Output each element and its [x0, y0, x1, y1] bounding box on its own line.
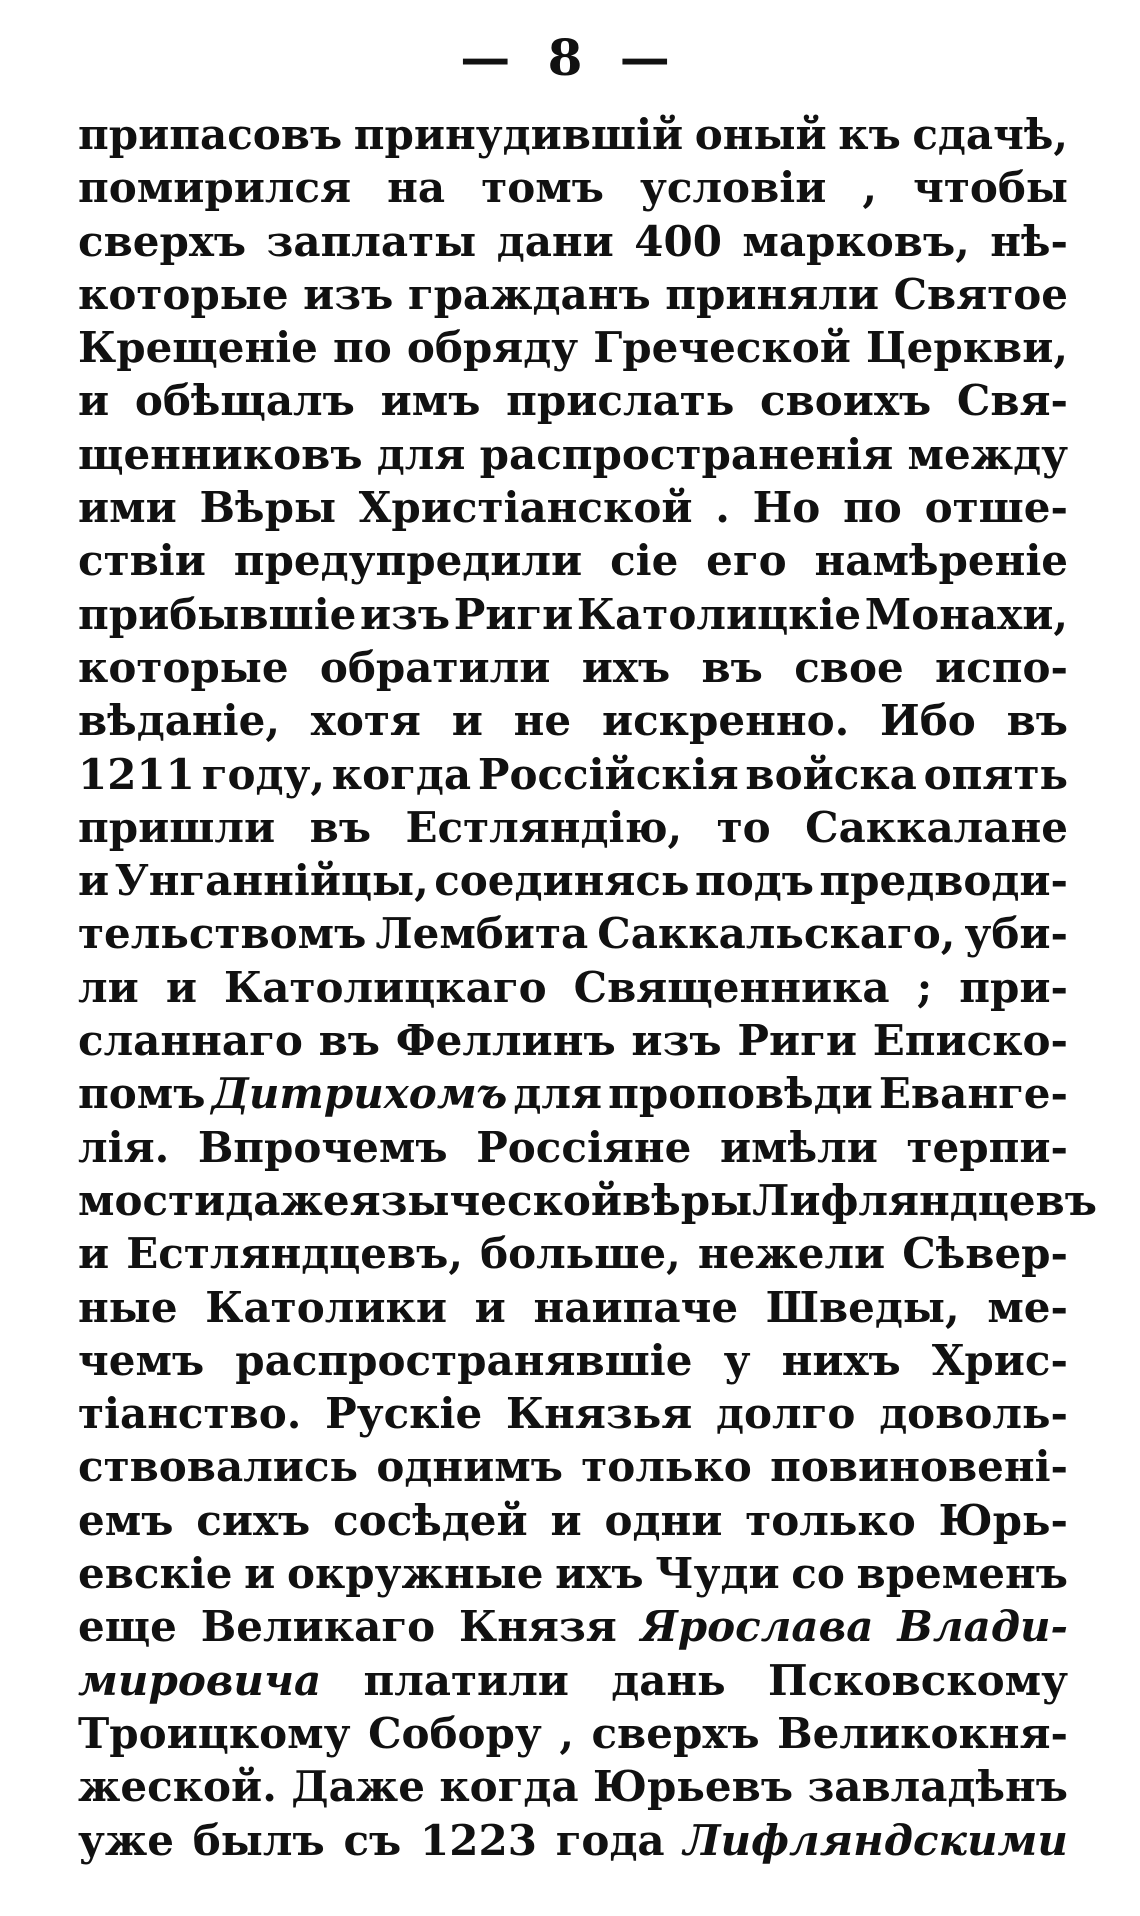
word: Естляндію,	[405, 802, 683, 852]
word: по	[843, 483, 902, 533]
text-line	[78, 374, 1068, 427]
word: ,	[559, 1708, 574, 1758]
word: распространявшіе	[235, 1335, 693, 1385]
word: и	[78, 376, 110, 426]
word: ли	[78, 962, 139, 1012]
word: отше-	[924, 483, 1068, 533]
word: Естляндцевъ,	[126, 1229, 464, 1279]
word: Католицкіе	[576, 589, 862, 639]
word: Впрочемъ	[197, 1122, 448, 1172]
word: у	[723, 1335, 751, 1385]
text-line	[78, 481, 1068, 534]
word: ;	[916, 962, 933, 1012]
word: прислать	[506, 376, 735, 426]
word: терпи-	[906, 1122, 1068, 1172]
word: Дитрихомъ	[211, 1069, 508, 1119]
word: и	[78, 856, 110, 906]
word: ствовались	[78, 1442, 359, 1492]
text-line	[78, 1387, 1068, 1440]
word: нежели	[697, 1229, 886, 1279]
word: ствіи	[78, 536, 206, 586]
word: сдачѣ,	[912, 110, 1068, 159]
text-line	[78, 428, 1068, 481]
word: томъ	[481, 163, 604, 213]
word: Хрис-	[931, 1335, 1068, 1385]
word: уби-	[964, 909, 1068, 959]
word: пришли	[78, 802, 276, 852]
word: и	[78, 1229, 110, 1279]
word: имѣли	[720, 1122, 878, 1172]
text-line	[78, 268, 1068, 321]
word: которые	[78, 269, 289, 319]
body-text	[78, 108, 1097, 1867]
word: даже	[225, 1175, 350, 1225]
word: сверхъ	[591, 1708, 760, 1758]
word: своихъ	[760, 376, 932, 426]
word: Саккалане	[805, 802, 1068, 852]
word: сосѣдей	[333, 1495, 528, 1545]
word: уже	[78, 1815, 175, 1865]
word: вѣданіе,	[78, 696, 280, 746]
word: 1223	[420, 1815, 537, 1865]
word: помирился	[78, 163, 352, 213]
word: предводи-	[819, 856, 1068, 906]
word: мировича	[78, 1655, 322, 1705]
word: больше,	[480, 1229, 681, 1279]
text-line	[78, 1014, 1068, 1067]
word: жеской.	[78, 1762, 277, 1812]
word: Троицкому	[78, 1708, 351, 1758]
word: только	[745, 1495, 916, 1545]
word: Монахи,	[864, 589, 1068, 639]
word: не	[513, 696, 572, 746]
word: ими	[78, 483, 177, 533]
word: гражданъ	[407, 269, 651, 319]
word: Юрь-	[938, 1495, 1068, 1545]
word: изъ	[359, 589, 451, 639]
word: опять	[923, 749, 1068, 799]
word: сверхъ	[78, 216, 247, 266]
word: щенниковъ	[78, 429, 363, 479]
word: чемъ	[78, 1335, 205, 1385]
word: Рускіе	[325, 1389, 483, 1439]
word: однимъ	[376, 1442, 563, 1492]
word: Саккальскаго,	[597, 909, 956, 959]
word: хотя	[310, 696, 421, 746]
text-line	[78, 748, 1068, 801]
word: Россійскія	[477, 749, 739, 799]
word: съ	[343, 1815, 402, 1865]
word: Князя	[458, 1602, 617, 1652]
word: одни	[604, 1495, 723, 1545]
word: Лифляндскими	[683, 1815, 1068, 1865]
word: къ	[838, 110, 901, 159]
text-line	[78, 1654, 1068, 1707]
word: ихъ	[581, 642, 671, 692]
text-line	[78, 1547, 1068, 1600]
word: Даже	[291, 1762, 425, 1812]
word: Шведы,	[765, 1282, 960, 1332]
word: Князья	[505, 1389, 693, 1439]
text-line	[78, 321, 1068, 374]
word: приняли	[665, 269, 880, 319]
word: году,	[201, 749, 325, 799]
word: Лифляндцевъ	[752, 1175, 1097, 1225]
word: мости	[78, 1175, 226, 1225]
word: и	[244, 1549, 276, 1599]
word: Ибо	[880, 696, 976, 746]
word: ные	[78, 1282, 178, 1332]
text-line	[78, 534, 1068, 587]
word: и	[165, 962, 197, 1012]
word: Еписко-	[872, 1016, 1068, 1066]
word: Священника	[573, 962, 890, 1012]
word: Христіанской	[358, 483, 693, 533]
word: марковъ,	[742, 216, 970, 266]
word: .	[715, 483, 730, 533]
word: соединясь	[434, 856, 690, 906]
word: Риги	[737, 1016, 857, 1066]
word: Влади-	[897, 1602, 1068, 1652]
word: то	[716, 802, 771, 852]
word: изъ	[631, 1016, 722, 1066]
word: тельствомъ	[78, 909, 367, 959]
word: платили	[363, 1655, 569, 1705]
text-line	[78, 161, 1068, 214]
text-line	[78, 1494, 1068, 1547]
word: на	[387, 163, 446, 213]
word: припасовъ	[78, 110, 343, 159]
word: въ	[309, 802, 372, 852]
word: проповѣди	[608, 1069, 873, 1119]
word: свое	[794, 642, 904, 692]
text-line	[78, 588, 1068, 641]
word: Католики	[205, 1282, 447, 1332]
word: распространенія	[479, 429, 894, 479]
word: повиновені-	[770, 1442, 1068, 1492]
word: Ярослава	[640, 1602, 874, 1652]
text-line	[78, 1760, 1068, 1813]
word: Свя-	[956, 376, 1068, 426]
word: изъ	[303, 269, 394, 319]
word: Еванге-	[878, 1069, 1068, 1119]
word: Унганнійцы,	[114, 856, 429, 906]
word: обѣщалъ	[134, 376, 355, 426]
text-line	[78, 1600, 1068, 1653]
word: 1211	[78, 749, 195, 799]
word: помъ	[78, 1069, 206, 1119]
text-line	[78, 801, 1068, 854]
word: со	[791, 1549, 845, 1599]
word: Риги	[453, 589, 574, 639]
word: по	[333, 323, 392, 373]
text-line	[78, 907, 1068, 960]
text-line	[78, 961, 1068, 1014]
word: Россіяне	[476, 1122, 692, 1172]
word: евскіе	[78, 1549, 233, 1599]
text-line	[78, 854, 1068, 907]
word: въ	[318, 1016, 381, 1066]
word: войска	[745, 749, 917, 799]
word: окружные	[286, 1549, 544, 1599]
word: обратили	[319, 642, 551, 692]
word: доволь-	[879, 1389, 1068, 1439]
word: предупредили	[233, 536, 583, 586]
word: ме-	[987, 1282, 1068, 1332]
word: только	[581, 1442, 752, 1492]
word: подъ	[694, 856, 814, 906]
word: тіанство.	[78, 1389, 302, 1439]
word: ихъ	[555, 1549, 644, 1599]
word: для	[376, 429, 466, 479]
text-line	[78, 1174, 1097, 1227]
word: Греческой	[593, 323, 851, 373]
word: былъ	[192, 1815, 325, 1865]
word: имъ	[380, 376, 481, 426]
text-line	[78, 694, 1068, 747]
text-line	[78, 1707, 1068, 1760]
word: Великокня-	[777, 1708, 1068, 1758]
word: Юрьевъ	[593, 1762, 794, 1812]
word: Вѣры	[199, 483, 337, 533]
word: дань	[611, 1655, 726, 1705]
word: 400	[634, 216, 722, 266]
word: временъ	[856, 1549, 1068, 1599]
word: Великаго	[200, 1602, 436, 1652]
word: Собору	[368, 1708, 542, 1758]
word: долго	[716, 1389, 856, 1439]
text-line	[78, 1121, 1068, 1174]
text-line	[78, 108, 1068, 161]
word: Псковскому	[767, 1655, 1068, 1705]
word: сіе	[610, 536, 679, 586]
word: вѣры	[622, 1175, 753, 1225]
word: Святое	[893, 269, 1068, 319]
word: Но	[752, 483, 821, 533]
text-line	[78, 1227, 1068, 1280]
word: искренно.	[601, 696, 850, 746]
word: его	[706, 536, 787, 586]
word: и	[550, 1495, 582, 1545]
word: и	[451, 696, 483, 746]
word: завладѣнъ	[807, 1762, 1068, 1812]
page-number: — 8 —	[460, 28, 680, 87]
word: намѣреніе	[814, 536, 1068, 586]
word: Феллинъ	[395, 1016, 616, 1066]
word: принудившій	[353, 110, 684, 159]
word: сихъ	[196, 1495, 311, 1545]
text-line	[78, 641, 1068, 694]
word: и	[474, 1282, 506, 1332]
word: ,	[862, 163, 878, 213]
word: въ	[701, 642, 763, 692]
word: Крещеніе	[78, 323, 318, 373]
word: наипаче	[533, 1282, 739, 1332]
word: лія.	[78, 1122, 170, 1172]
word: когда	[331, 749, 472, 799]
word: года	[555, 1815, 665, 1865]
word: между	[907, 429, 1068, 479]
word: Сѣвер-	[902, 1229, 1068, 1279]
word: дани	[496, 216, 614, 266]
word: когда	[439, 1762, 579, 1812]
word: языческой	[349, 1175, 623, 1225]
text-line	[78, 1067, 1068, 1120]
word: для	[513, 1069, 603, 1119]
word: емъ	[78, 1495, 174, 1545]
word: сланнаго	[78, 1016, 303, 1066]
word: Чуди	[655, 1549, 780, 1599]
text-line	[78, 1334, 1068, 1387]
word: еще	[78, 1602, 177, 1652]
word: которые	[78, 642, 289, 692]
word: нихъ	[781, 1335, 901, 1385]
text-line	[78, 215, 1068, 268]
word: чтобы	[913, 163, 1068, 213]
word: заплаты	[266, 216, 477, 266]
word: испо-	[935, 642, 1068, 692]
text-line	[78, 1814, 1068, 1867]
word: обряду	[406, 323, 579, 373]
text-line	[78, 1281, 1068, 1334]
word: условіи	[639, 163, 827, 213]
word: прибывшіе	[78, 589, 357, 639]
word: Церкви,	[866, 323, 1068, 373]
word: оный	[694, 110, 827, 159]
word: нѣ-	[990, 216, 1068, 266]
word: Католицкаго	[224, 962, 547, 1012]
word: при-	[959, 962, 1068, 1012]
text-line	[78, 1440, 1068, 1493]
word: Лембита	[375, 909, 589, 959]
word: въ	[1006, 696, 1068, 746]
